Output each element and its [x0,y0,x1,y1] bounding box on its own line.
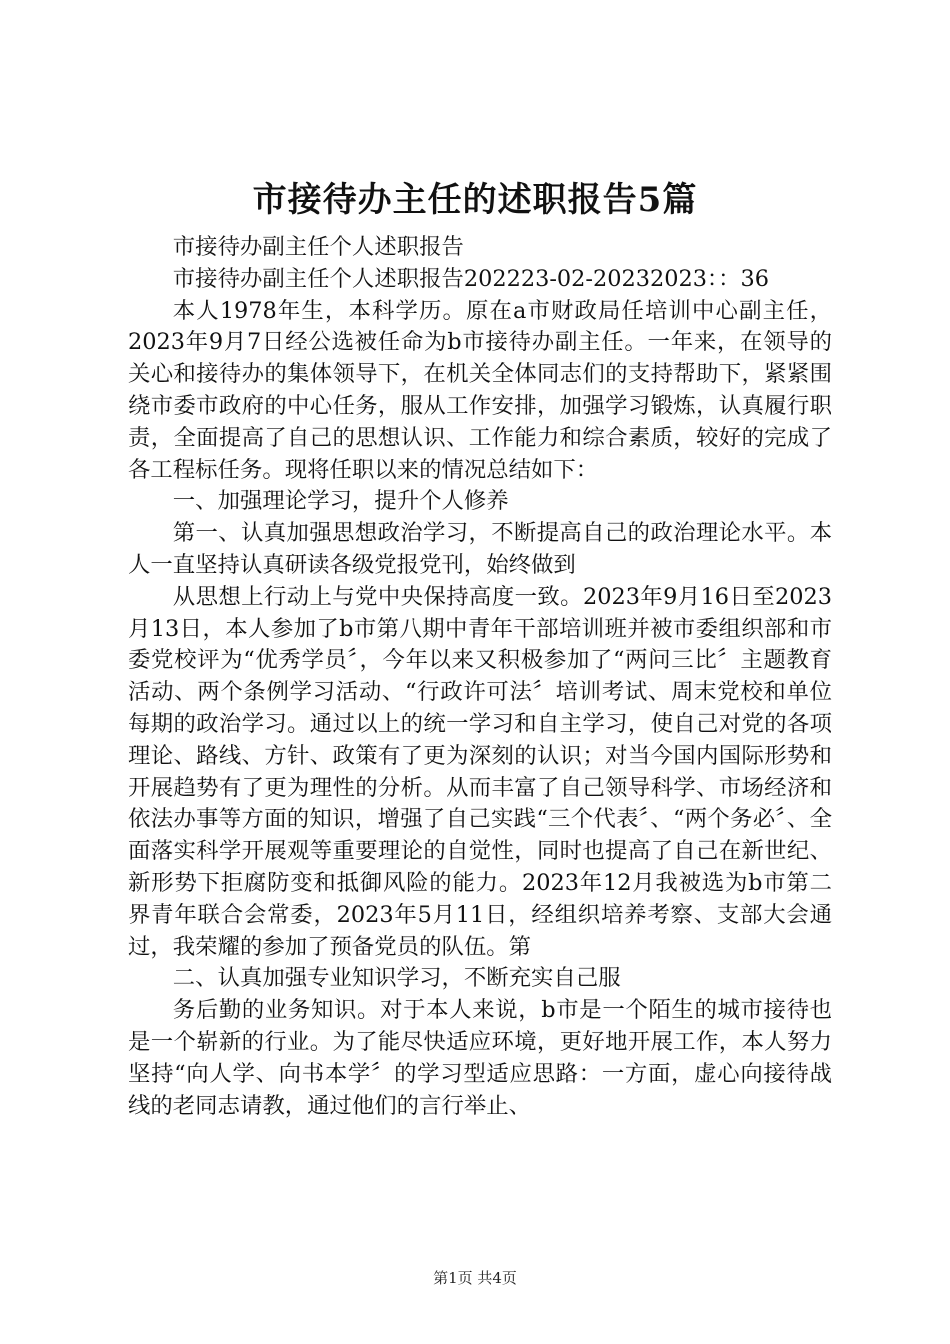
section-heading-1: 一、加强理论学习，提升个人修养 [172,488,509,515]
section-heading-2: 二、认真加强专业知识学习，不断充实自己服 [172,965,621,992]
document-title: 市接待办主任的述职报告5篇 [252,180,698,220]
paragraph-study-details: 从思想上行动上与党中央保持高度一致。2023年9月16日至2023月13日，本人参加了b市第八期中青年干部培训班并被市委组织部和市委党校评为“优秀学员〞，今年以来又积极参加了“两问三比〞主题教育活动、两个条例学习活动、“行政许可法〞培训考试、周末党校和单位每期的政治学习。通过以上的统一学习和自主学习，使自己对党的各项理论、路线、方针、政策有了更为深刻的认识；对当今国内国际形势和开展趋势有了更为理性的分析。从而丰富了自己领导科学、市场经济和依法办事等方面的知识，增强了自己实践“三个代表〞、“两个务必〞、全面落实科学开展观等重要理论的自觉性，同时也提高了自己在新世纪、新形势下拒腐防变和抵御风险的能力。2023年12月我被选为b市第二界青年联合会常委，2023年5月11日，经组织培养考察、支部大会通过，我荣耀的参加了预备党员的队伍。第 [128,583,832,960]
paragraph-political-study: 第一、认真加强思想政治学习，不断提高自己的政治理论水平。本人一直坚持认真研读各级党报党刊，始终做到 [128,520,832,578]
document-body [128,232,832,1122]
paragraph-subtitle: 市接待办副主任个人述职报告 [172,234,464,260]
paragraph-professional-study: 务后勤的业务知识。对于本人来说，b市是一个陌生的城市接待也是一个崭新的行业。为了能尽快适应环境，更好地开展工作，本人努力坚持“向人学、向书本学〞的学习型适应思路：一方面，虚心向接待战线的老同志请教，通过他们的言行举止、 [128,997,832,1119]
page-footer: 第1页 共4页 [433,1269,517,1287]
paragraph-introduction: 本人1978年生，本科学历。原在a市财政局任培训中心副主任，2023年9月7日经公选被任命为b市接待办副主任。一年来，在领导的关心和接待办的集体领导下，在机关全体同志们的支持帮助下，紧紧围绕市委市政府的中心任务，服从工作安排，加强学习锻炼，认真履行职责，全面提高了自己的思想认识、工作能力和综合素质，较好的完成了各工程标任务。现将任职以来的情况总结如下： [128,297,832,483]
paragraph-subtitle-date: 市接待办副主任个人述职报告202223-02-20232023：：36 [172,265,770,292]
